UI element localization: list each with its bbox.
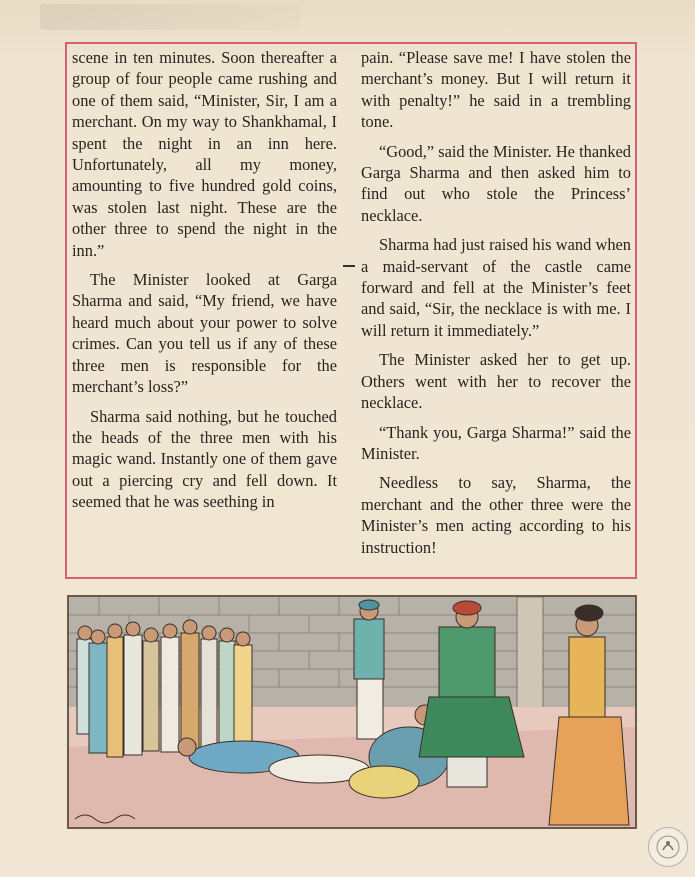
header-smudge — [40, 4, 300, 30]
right-paragraph-5: “Thank you, Garga Sharma!” said the Minister. — [361, 422, 631, 463]
right-paragraph-6: Needless to say, Sharma, the merchant and the other three were the Minister’s men acting according to his instruction! — [361, 473, 631, 557]
right-paragraph-4: The Minister asked her to get up. Others went with her to recover the necklace. — [361, 350, 631, 413]
right-paragraph-3: Sharma had just raised his wand when a maid-servant of the castle came forward and fell at the Minister’s feet and said, “Sir, the necklace is with me. I will return it immediately.” — [361, 235, 631, 340]
left-column — [72, 47, 337, 521]
left-paragraph-1: scene in ten minutes. Soon thereafter a group of four people came rushing and one of them said, “Minister, Sir, I am a merchant. On my way to Shankhamal, I spent the night in an inn here. Unfortunately, all my money, amounting to five hundred gold coins, was stolen last night. These are the other three to spend the night in the inn.” — [72, 48, 337, 260]
left-paragraph-2: The Minister looked at Garga Sharma and said, “My friend, we have heard much about your power to solve crimes. Can you tell us if any of these three men is responsible for the merchant’s loss?” — [72, 270, 337, 397]
illustration — [67, 595, 637, 829]
right-column — [361, 47, 631, 566]
publisher-logo-icon — [648, 827, 688, 867]
right-paragraph-1: pain. “Please save me! I have stolen the merchant’s money. But I will return it with penalty!” he said in a trembling tone. — [361, 48, 631, 132]
court-scene-illustration-icon — [69, 597, 635, 827]
margin-dash — [343, 265, 355, 267]
right-paragraph-2: “Good,” said the Minister. He thanked Garga Sharma and then asked him to find out who stole the Princess’ necklace. — [361, 141, 631, 225]
left-paragraph-3: Sharma said nothing, but he touched the heads of the three men with his magic wand. Instantly one of them gave out a piercing cry and fell down. It seemed that he was seething in — [72, 406, 337, 512]
